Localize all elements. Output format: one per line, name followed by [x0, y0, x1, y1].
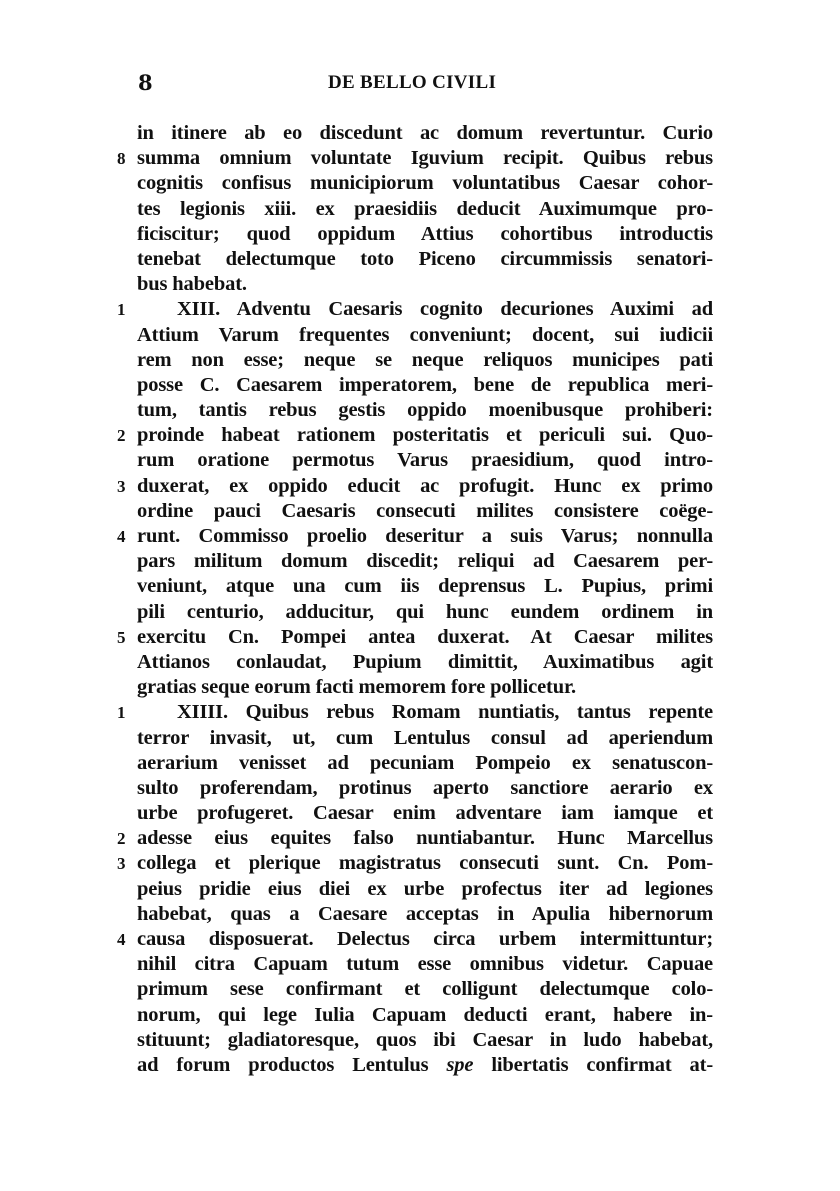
text-line	[117, 625, 713, 650]
line-text: stituunt; gladiatoresque, quos ibi Caesar in ludo habebat,	[137, 1028, 713, 1051]
text-line	[137, 323, 713, 348]
line-text: rem non esse; neque se neque reliquos municipes pati	[137, 348, 713, 371]
text-line	[117, 826, 713, 851]
text-line	[137, 197, 713, 222]
line-text: nihil citra Capuam tutum esse omnibus videtur. Capuae	[137, 953, 713, 976]
text-line	[137, 348, 713, 373]
text-line	[137, 801, 713, 826]
text-line	[137, 398, 713, 423]
text-line	[117, 524, 713, 549]
text-line	[137, 171, 713, 196]
section-number: 2	[117, 829, 126, 849]
line-text: cognitis confisus municipiorum voluntatibus Caesar cohor-	[137, 172, 713, 195]
line-text: exercitu Cn. Pompei antea duxerat. At Caesar milites	[137, 625, 713, 648]
line-text	[137, 1053, 713, 1078]
line-text: summa omnium voluntate Iguvium recipit. Quibus rebus	[137, 147, 713, 170]
line-text: habebat, quas a Caesare acceptas in Apulia hibernorum	[137, 902, 713, 925]
section-number: 3	[117, 476, 126, 496]
running-title: DE BELLO CIVILI	[328, 72, 497, 93]
text-line	[117, 927, 713, 952]
line-text: pili centurio, adducitur, qui hunc eundem ordinem in	[137, 600, 713, 623]
line-text: gratias seque eorum facti memorem fore pollicetur.	[137, 676, 577, 699]
line-text: sulto proferendam, protinus aperto sanctiore aerario ex	[137, 776, 713, 799]
line-text: causa disposuerat. Delectus circa urbem intermittuntur;	[137, 928, 713, 950]
text-line	[137, 1053, 713, 1078]
page-number: 8	[138, 70, 154, 95]
text-line	[137, 549, 713, 574]
text-line	[137, 952, 713, 977]
line-text: urbe profugeret. Caesar enim adventare iam iamque et	[137, 802, 713, 825]
page-header	[0, 70, 840, 104]
section-number: 4	[117, 527, 126, 546]
text-line	[137, 877, 713, 902]
line-text: adesse eius equites falso nuntiabantur. Hunc Marcellus	[137, 827, 713, 850]
line-text: tum, tantis rebus gestis oppido moenibusque prohiberi:	[137, 399, 713, 422]
text-line	[137, 1003, 713, 1028]
line-text: veniunt, atque una cum iis deprensus L. Pupius, primi	[137, 575, 713, 598]
line-text: tenebat delectumque toto Piceno circummissis senatori-	[137, 247, 713, 270]
section-number: 1	[117, 300, 126, 320]
text-line	[117, 146, 713, 171]
section-number: 2	[117, 426, 126, 446]
line-text: XIII. Adventu Caesaris cognito decuriones Auximi ad	[177, 298, 713, 321]
text-line	[137, 902, 713, 927]
line-text: XIIII. Quibus rebus Romam nuntiatis, tantus repente	[177, 701, 713, 724]
text-line	[137, 726, 713, 751]
line-text: norum, qui lege Iulia Capuam deducti erant, habere in-	[137, 1003, 713, 1026]
section-number: 3	[117, 854, 126, 874]
line-text: rum oratione permotus Varus praesidium, quod intro-	[137, 449, 713, 472]
line-text: collega et plerique magistratus consecuti sunt. Cn. Pom-	[137, 852, 713, 875]
text-line	[117, 297, 713, 322]
line-text: bus habebat.	[137, 273, 247, 296]
italic-word: spe	[446, 1053, 474, 1076]
line-text: runt. Commisso proelio deseritur a suis Varus; nonnulla	[137, 525, 713, 547]
line-text: primum sese confirmant et colligunt delectumque colo-	[137, 978, 713, 1001]
text-line	[137, 272, 713, 297]
text-line	[117, 474, 713, 499]
text-line	[137, 751, 713, 776]
text-line	[137, 776, 713, 801]
text-line	[137, 574, 713, 599]
text-line	[137, 222, 713, 247]
text-line	[137, 1028, 713, 1053]
section-number: 8	[117, 149, 126, 169]
line-text: ordine pauci Caesaris consecuti milites consistere coëge-	[137, 499, 713, 522]
text-line	[137, 499, 713, 524]
text-line	[117, 423, 713, 448]
body-text	[0, 121, 840, 1078]
text-line	[117, 700, 713, 725]
line-text: ficiscitur; quod oppidum Attius cohortibus introductis	[137, 222, 713, 245]
line-text: aerarium venisset ad pecuniam Pompeio ex senatuscon-	[137, 751, 713, 774]
section-number: 4	[117, 930, 126, 949]
text-line	[137, 121, 713, 146]
text-line	[137, 373, 713, 398]
line-text: pars militum domum discedit; reliqui ad Caesarem per-	[137, 550, 713, 573]
text-line	[137, 675, 713, 700]
text-line	[137, 977, 713, 1002]
text-line	[137, 650, 713, 675]
line-text: terror invasit, ut, cum Lentulus consul ad aperiendum	[137, 726, 713, 749]
line-text: proinde habeat rationem posteritatis et periculi sui. Quo-	[137, 424, 713, 447]
section-number: 5	[117, 627, 126, 647]
section-number: 1	[117, 703, 126, 723]
line-text: Attium Varum frequentes conveniunt; docent, sui iudicii	[137, 323, 713, 346]
text-line	[137, 600, 713, 625]
line-text: tes legionis xiii. ex praesidiis deducit Auximumque pro-	[137, 197, 713, 220]
text-line	[137, 448, 713, 473]
line-text-part: ad forum productos Lentulus	[137, 1053, 447, 1076]
text-line	[117, 851, 713, 876]
line-text: posse C. Caesarem imperatorem, bene de republica meri-	[137, 373, 713, 396]
line-text: peius pridie eius diei ex urbe profectus iter ad legiones	[137, 877, 713, 900]
line-text-part: libertatis confirmat at-	[473, 1053, 713, 1076]
line-text: in itinere ab eo discedunt ac domum revertuntur. Curio	[137, 122, 713, 144]
line-text: duxerat, ex oppido educit ac profugit. Hunc ex primo	[137, 474, 713, 497]
text-line	[137, 247, 713, 272]
line-text: Attianos conlaudat, Pupium dimittit, Auximatibus agit	[137, 650, 713, 673]
